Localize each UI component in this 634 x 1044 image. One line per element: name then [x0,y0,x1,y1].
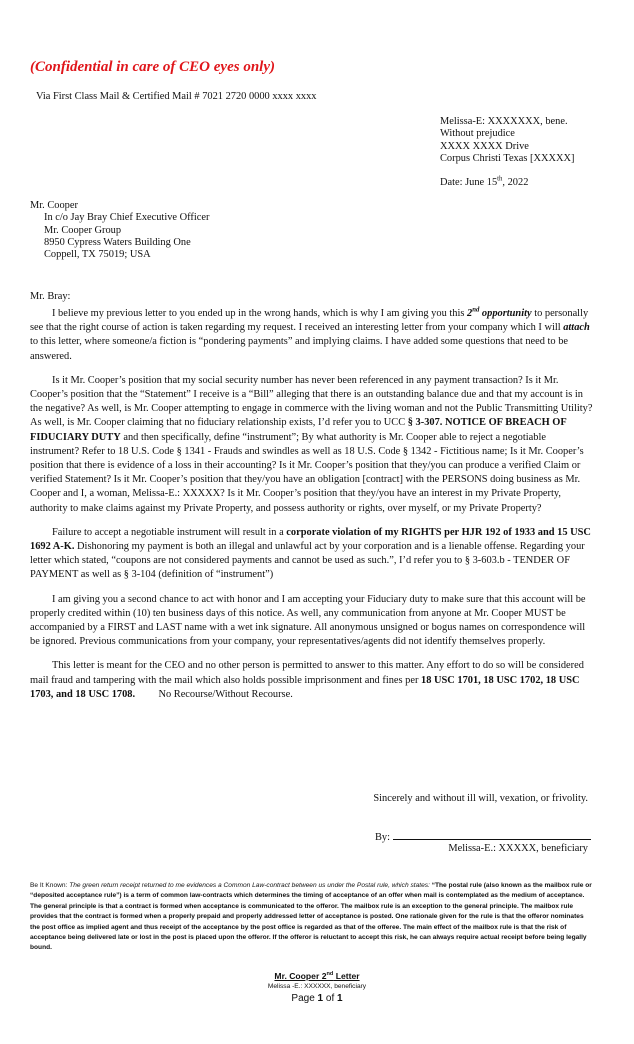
sender-line: XXXX XXXX Drive [440,140,529,152]
recipient-address-block [30,200,209,261]
footer-subtitle: Melissa -E.: XXXXXX, beneficiary [267,983,367,990]
paragraph-5: This letter is meant for the CEO and no other person is permitted to answer to this matter. Any effort to do so will be considered mail fraud and tampering with the mail which also holds possible imprisonment and fines per 18 USC 1701, 18 USC 1702, 18 USC 1703, and 18 USC 1708. No Recourse/Without Recourse. [30,660,584,700]
paragraph-1: I believe my previous letter to you ended up in the wrong hands, which is why I am giving you this 2nd opportunity to personally see that the right course of action is taken regarding my request. I received an interesting letter from your company which I will attach to this letter, where someone/a fiction is “pondering payments” and implying claims. I have added some questions that need to be answered. [30,306,590,362]
letter-body [30,307,593,712]
mailing-method: Via First Class Mail & Certified Mail # 7021 2720 0000 xxxx xxxx [36,91,317,102]
page-number: Page 1 of 1 [291,993,343,1004]
date-year: , 2022 [502,177,529,188]
paragraph-2: Is it Mr. Cooper’s position that my social security number has never been referenced in any payment transaction? Is it Mr. Cooper’s position that the “Statement” I receive is a “Bill” alleging that there is an outstanding balance due and that my account is in the negative? As well, is Mr. Cooper attempting to engage in commerce with the living woman and not the Public Transmitting Utility? As well, is Mr. Cooper claiming that no fiduciary relationship exists, I’d refer you to UCC § 3-307. NOTICE OF BREACH OF FIDUCIARY DUTY and then specifically, define “instrument”; By what authority is Mr. Cooper able to reject a negotiable instrument? Refer to 18 U.S. Code § 1341 - Frauds and swindles as well as 18 U.S. Code § 1342 - Fictitious name; Is it Mr. Cooper’s position that there is evidence of a loss in their accounting? Is it Mr. Cooper’s position that they/you can produce a verified Claim or verified Statement? Is it Mr. Cooper’s position that they/you have an obligation [contract] with the PERSONS doing business as Mr. Cooper and I, a woman, Melissa-E.: XXXXX? Is it Mr. Cooper’s position that they/you have an interest in my Private Property, authority to make claims against my Private Property, and possess authority or rights, over myself, or my Private Property? [30,374,593,514]
recipient-line: Coppell, TX 75019; USA [44,249,151,261]
date-suffix: th [497,175,503,183]
recipient-line: 8950 Cypress Waters Building One [44,236,191,248]
salutation: Mr. Bray: [30,291,71,302]
letter-date [440,176,528,190]
paragraph-4: I am giving you a second chance to act with honor and I am accepting your Fiduciary duty to make sure that this account will be properly credited within (10) ten business days of this notice. As well, any communication from anyone at Mr. Cooper MUST be accompanied by a FIRST and LAST name with a wet ink signature. All anonymous unsigned or bogus names on correspondence will be ignored. Previous communications from your company, your representatives/agents did not identify themselves properly. [30,593,586,648]
sender-line: Without prejudice [440,128,515,140]
recipient-line: In c/o Jay Bray Chief Executive Officer [44,212,210,224]
signature-name: Melissa-E.: XXXXX, beneficiary [448,843,588,854]
paragraph-3: Failure to accept a negotiable instrument will result in a corporate violation of my RIGHTS per HJR 192 of 1933 and 15 USC 1692 A-K. Dishonoring my payment is both an illegal and unlawful act by your corporation and is a lienable offense. Regarding your letter which stated, “coupons are not considered payments and cannot be used as such.”, I’d refer you to § 3-603.b - TENDER OF PAYMENT as well as § 3-104 (definition of “instrument”) [30,526,591,581]
sender-address-block [440,116,574,166]
confidential-heading: (Confidential in care of CEO eyes only) [30,59,275,75]
sender-line: Corpus Christi Texas [XXXXX] [440,153,575,165]
signature-underline [393,828,591,840]
closing-line: Sincerely and without ill will, vexation, or frivolity. [373,793,588,804]
recipient-line: Mr. Cooper Group [44,224,122,236]
be-it-known-notice: Be It Known: The green return receipt returned to me evidences a Common Law-contract between us under the Postal rule, which states: “The postal rule (also known as the mailbox rule or “deposited acceptance rule”) is a term of common law-contracts which determines the timing of acceptance of an offer when mail is contemplated as the medium of acceptance. The general principle is that a contract is formed when acceptance is communicated to the offeror. The mailbox rule is an exception to the general principle. The mailbox rule provides that the contract is formed when a properly prepaid and properly addressed letter of acceptance is posted. One rationale given for the rule is that the offeror nominates the post office as implied agent and thus receipt of the acceptance by the post office is regarded as that of the offeree. The main effect of the mailbox rule is that the risk of acceptance being delivered late or lost in the post is placed upon the offeror. If the offeror is reluctant to accept this risk, he can always require actual receipt before being legally bound. [30,882,592,952]
page-footer [0,970,634,1006]
sender-line: Melissa-E: XXXXXXX, bene. [440,116,568,127]
recipient-name: Mr. Cooper [30,200,78,211]
footer-title: Mr. Cooper 2nd Letter [274,971,360,981]
by-label: By: [375,832,391,843]
date-label: Date: June 15 [440,177,498,188]
